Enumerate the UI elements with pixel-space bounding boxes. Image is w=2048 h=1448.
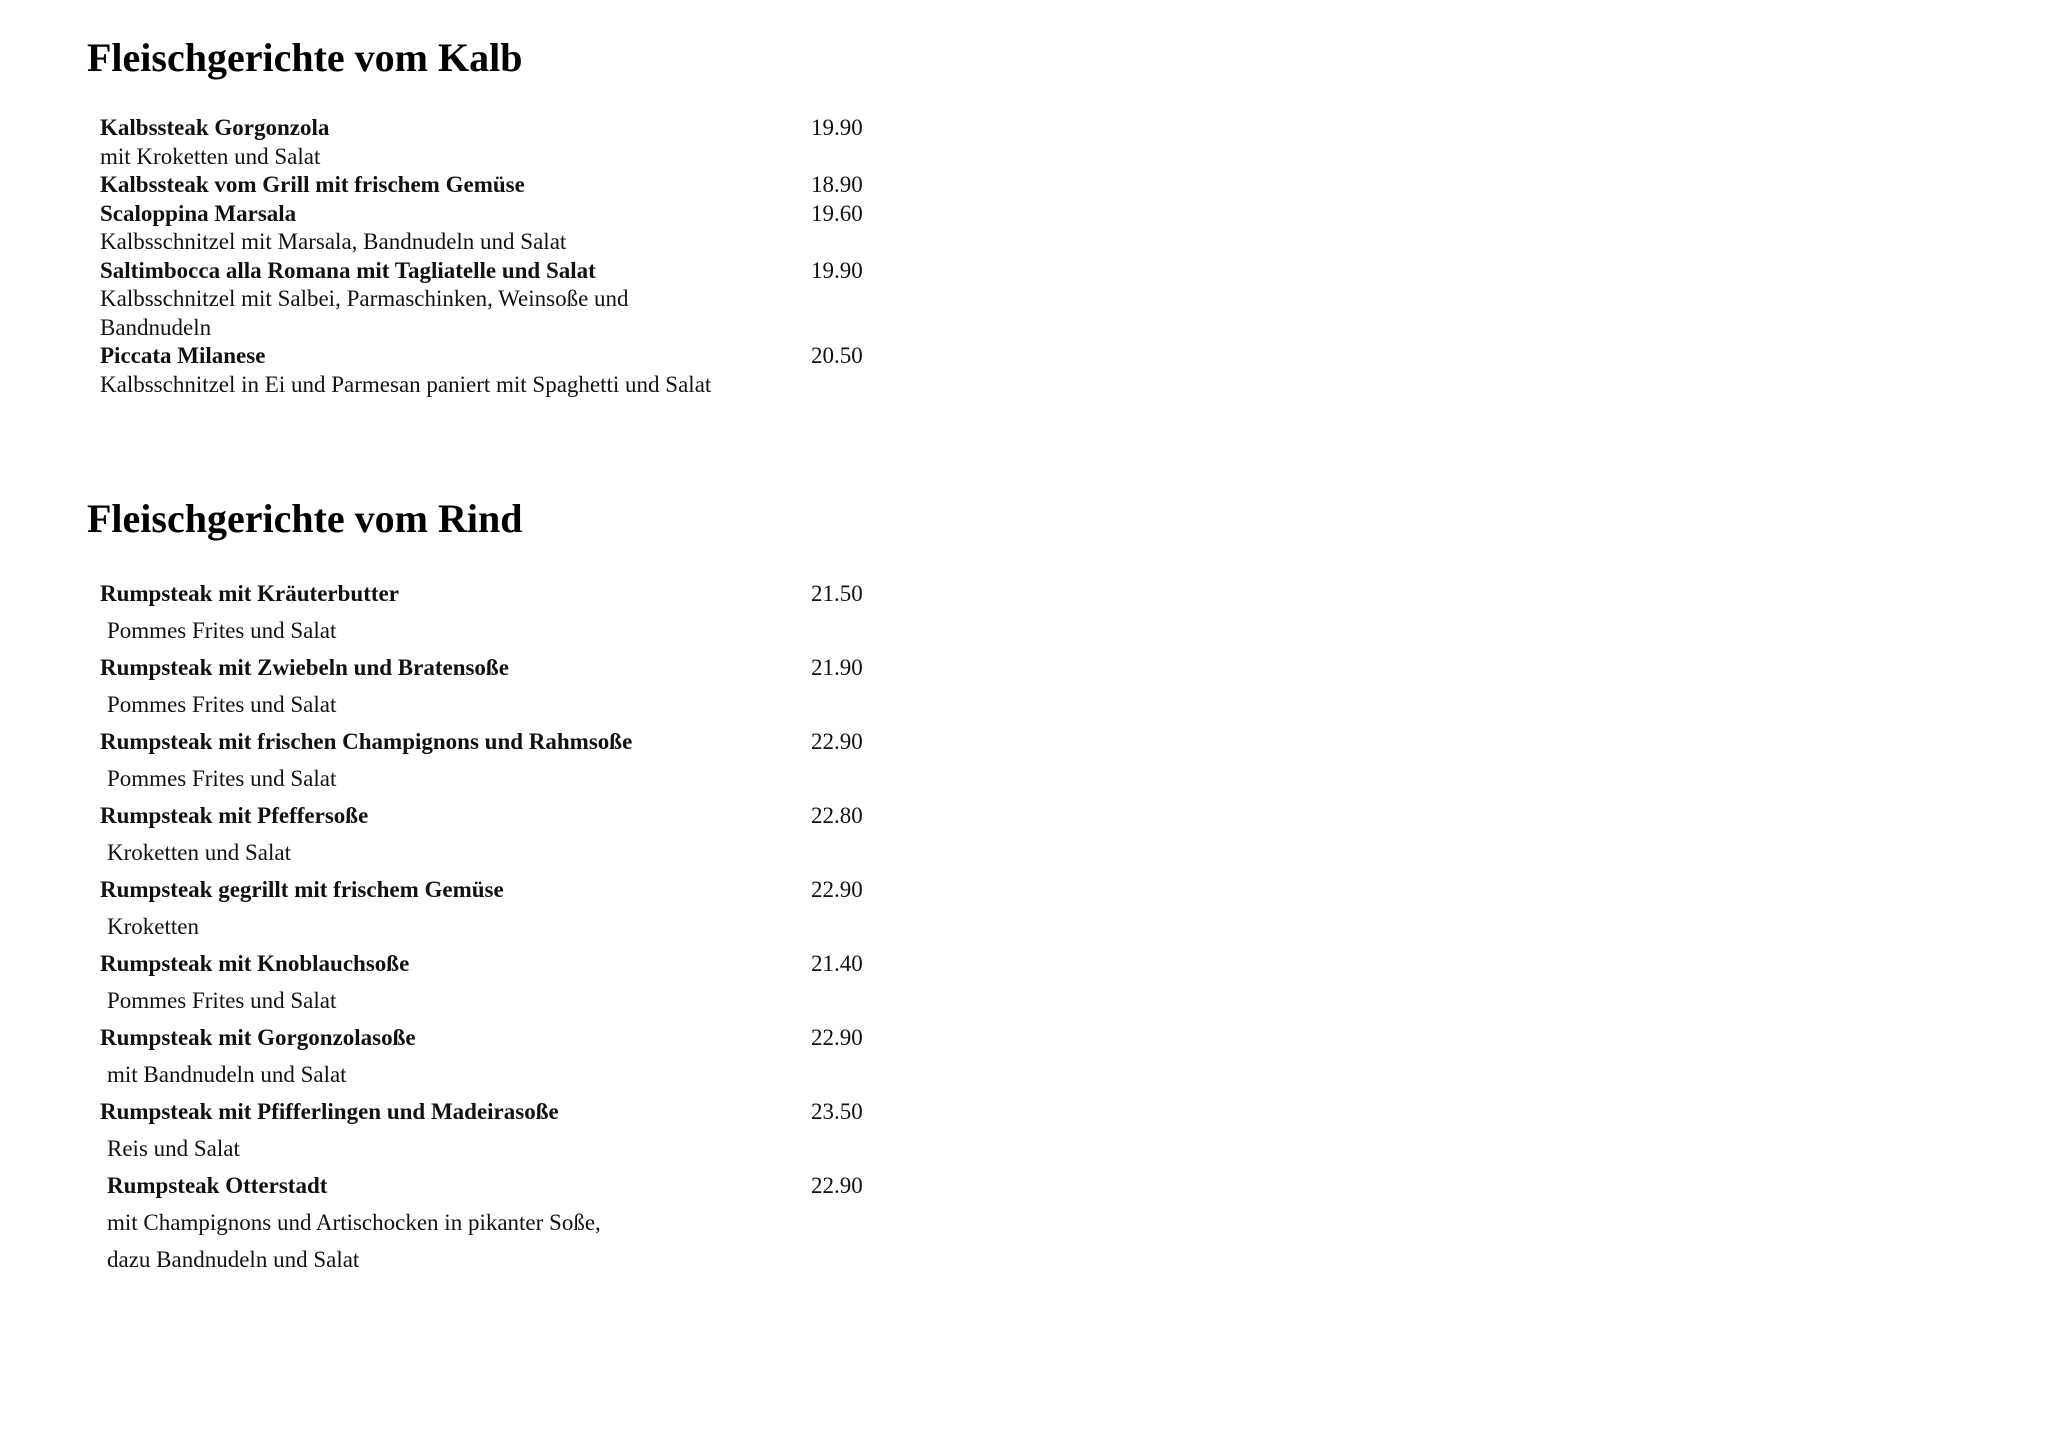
menu-item-price: 22.90 — [811, 1025, 863, 1050]
menu-item-description-row — [100, 371, 900, 400]
menu-item-description-row — [100, 228, 900, 257]
menu-item-price: 22.90 — [811, 1173, 863, 1198]
menu-item-name: Rumpsteak mit Zwiebeln und Bratensoße — [100, 655, 509, 680]
menu-item-price: 19.90 — [811, 115, 863, 140]
menu-section-rind — [100, 575, 900, 1278]
menu-item-description-row — [100, 612, 900, 649]
menu-item-price: 19.90 — [811, 257, 863, 283]
menu-item-row — [100, 871, 900, 908]
menu-item-name: Rumpsteak gegrillt mit frischem Gemüse — [100, 877, 504, 902]
menu-item-description: Kalbsschnitzel mit Salbei, Parmaschinken, Weinsoße und — [100, 286, 629, 311]
menu-item-price: 22.90 — [811, 877, 863, 902]
menu-item-name: Rumpsteak mit Pfeffersoße — [100, 803, 369, 828]
menu-item-price: 18.90 — [811, 172, 863, 197]
menu-item-row — [100, 114, 900, 143]
menu-item-name: Rumpsteak mit Knoblauchsoße — [100, 951, 410, 976]
menu-item-name: Rumpsteak mit Kräuterbutter — [100, 581, 399, 606]
menu-item-row — [100, 1093, 900, 1130]
menu-item-price: 21.90 — [811, 655, 863, 680]
menu-item-description: mit Bandnudeln und Salat — [107, 1062, 347, 1087]
menu-item-description-row — [100, 908, 900, 945]
menu-item-description: Pommes Frites und Salat — [107, 988, 337, 1013]
menu-item-description: Pommes Frites und Salat — [107, 766, 337, 791]
menu-item-price: 21.50 — [811, 581, 863, 606]
menu-item-row — [100, 1167, 900, 1204]
menu-item-description: mit Kroketten und Salat — [100, 143, 321, 169]
menu-item-description: dazu Bandnudeln und Salat — [107, 1247, 360, 1272]
menu-item-name: Scaloppina Marsala — [100, 200, 297, 226]
menu-item-row — [100, 1019, 900, 1056]
menu-item-row — [100, 945, 900, 982]
menu-item-description: Bandnudeln — [100, 314, 212, 340]
menu-item-price: 23.50 — [811, 1099, 863, 1124]
menu-item-row — [100, 797, 900, 834]
menu-item-description-row — [100, 1130, 900, 1167]
menu-section-kalb — [100, 114, 900, 399]
menu-item-description-row — [100, 982, 900, 1019]
menu-item-name: Rumpsteak mit Pfifferlingen und Madeirasoße — [100, 1099, 559, 1124]
menu-item-name: Rumpsteak mit frischen Champignons und Rahmsoße — [100, 729, 633, 754]
menu-item-description-row — [100, 1204, 900, 1241]
menu-item-name: Rumpsteak mit Gorgonzolasoße — [100, 1025, 416, 1050]
menu-item-description: Kroketten — [107, 914, 199, 939]
menu-item-description: Reis und Salat — [107, 1136, 240, 1161]
menu-item-description-row — [100, 1056, 900, 1093]
menu-item-description-row — [100, 760, 900, 797]
menu-item-description-row — [100, 285, 900, 314]
menu-item-row — [100, 649, 900, 686]
menu-item-row — [100, 575, 900, 612]
menu-item-price: 21.40 — [811, 951, 863, 976]
menu-item-description-row — [100, 143, 900, 172]
section-title-rind: Fleischgerichte vom Rind — [87, 496, 523, 541]
menu-item-description: mit Champignons und Artischocken in pikanter Soße, — [107, 1210, 601, 1235]
menu-item-name: Piccata Milanese — [100, 343, 266, 368]
menu-item-name: Rumpsteak Otterstadt — [107, 1173, 328, 1198]
menu-item-row — [100, 200, 900, 229]
menu-item-description-row — [100, 686, 900, 723]
menu-item-name: Kalbssteak vom Grill mit frischem Gemüse — [100, 172, 525, 197]
menu-item-price: 22.90 — [811, 729, 863, 754]
menu-item-price: 22.80 — [811, 803, 863, 828]
menu-item-row — [100, 723, 900, 760]
menu-item-price: 20.50 — [811, 343, 863, 368]
menu-item-description: Kalbsschnitzel in Ei und Parmesan paniert mit Spaghetti und Salat — [100, 371, 712, 397]
menu-item-name: Saltimbocca alla Romana mit Tagliatelle und Salat — [100, 257, 596, 283]
menu-item-description-row — [100, 314, 900, 343]
menu-item-row — [100, 257, 900, 286]
menu-item-description-row — [100, 834, 900, 871]
menu-item-description: Kalbsschnitzel mit Marsala, Bandnudeln und Salat — [100, 229, 567, 254]
menu-item-name: Kalbssteak Gorgonzola — [100, 115, 330, 140]
menu-item-row — [100, 342, 900, 371]
menu-item-description: Pommes Frites und Salat — [107, 618, 337, 643]
menu-item-description-row — [100, 1241, 900, 1278]
menu-item-description: Pommes Frites und Salat — [107, 692, 337, 717]
section-title-kalb: Fleischgerichte vom Kalb — [87, 35, 523, 80]
menu-item-description: Kroketten und Salat — [107, 840, 291, 865]
menu-item-row — [100, 171, 900, 200]
menu-item-price: 19.60 — [811, 200, 863, 226]
